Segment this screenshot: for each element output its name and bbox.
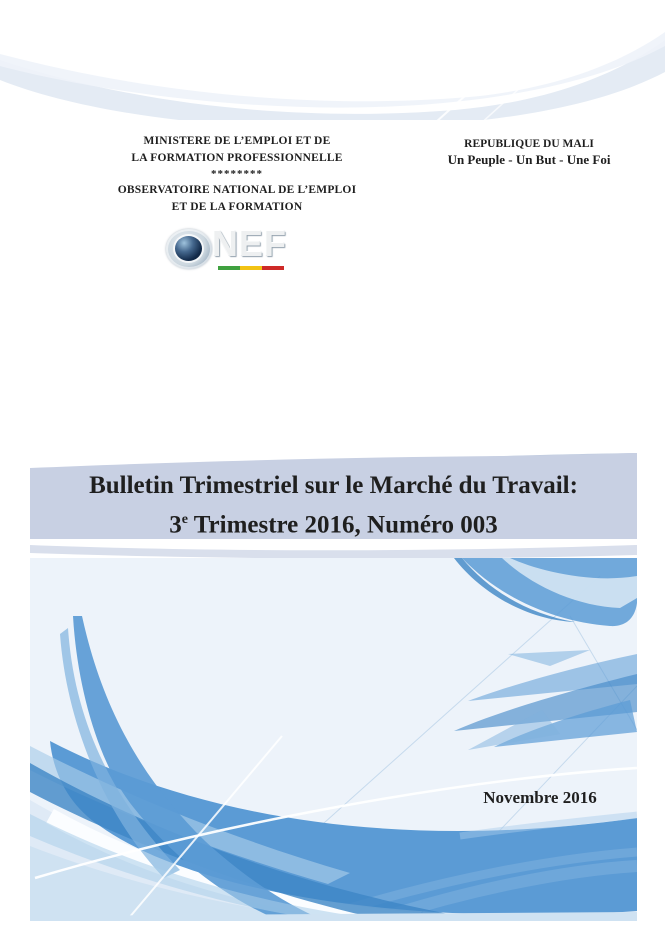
republic-name: REPUBLIQUE DU MALI	[464, 138, 594, 150]
flag-yellow-stripe	[240, 266, 262, 270]
bulletin-title-line1: Bulletin Trimestriel sur le Marché du Travail:	[89, 472, 578, 499]
title-trimester-number: 3	[169, 511, 182, 539]
title-superscript: e	[181, 512, 188, 527]
flag-green-stripe	[218, 266, 240, 270]
bulletin-title	[30, 469, 637, 542]
cover-art-graphic	[30, 558, 637, 925]
republic-motto: Un Peuple - Un But - Une Foi	[447, 152, 611, 167]
observatory-line2: ET DE LA FORMATION	[171, 201, 303, 213]
republic-header	[414, 136, 644, 168]
eye-icon	[166, 229, 212, 269]
flag-red-stripe	[262, 266, 284, 270]
cover-art	[30, 558, 637, 925]
ministry-header	[72, 133, 402, 216]
onef-logo	[166, 223, 287, 274]
logo-letters: NEF	[212, 223, 287, 264]
top-swoosh-graphic	[0, 14, 665, 120]
eye-pupil	[175, 236, 202, 261]
underline-band-shape	[30, 545, 637, 559]
mali-flag-stripes	[218, 266, 284, 270]
bulletin-title-line2	[30, 503, 637, 542]
separator-stars: ********	[211, 168, 263, 180]
ministry-line2: LA FORMATION PROFESSIONNELLE	[131, 152, 343, 164]
title-banner	[30, 453, 637, 541]
publication-date: Novembre 2016	[483, 788, 597, 807]
observatory-line1: OBSERVATOIRE NATIONAL DE L’EMPLOI	[117, 184, 357, 196]
ministry-line1: MINISTERE DE L’EMPLOI ET DE	[143, 135, 331, 147]
bottom-strip-gap	[30, 921, 637, 925]
title-line2-rest: Trimestre 2016, Numéro 003	[187, 511, 498, 539]
